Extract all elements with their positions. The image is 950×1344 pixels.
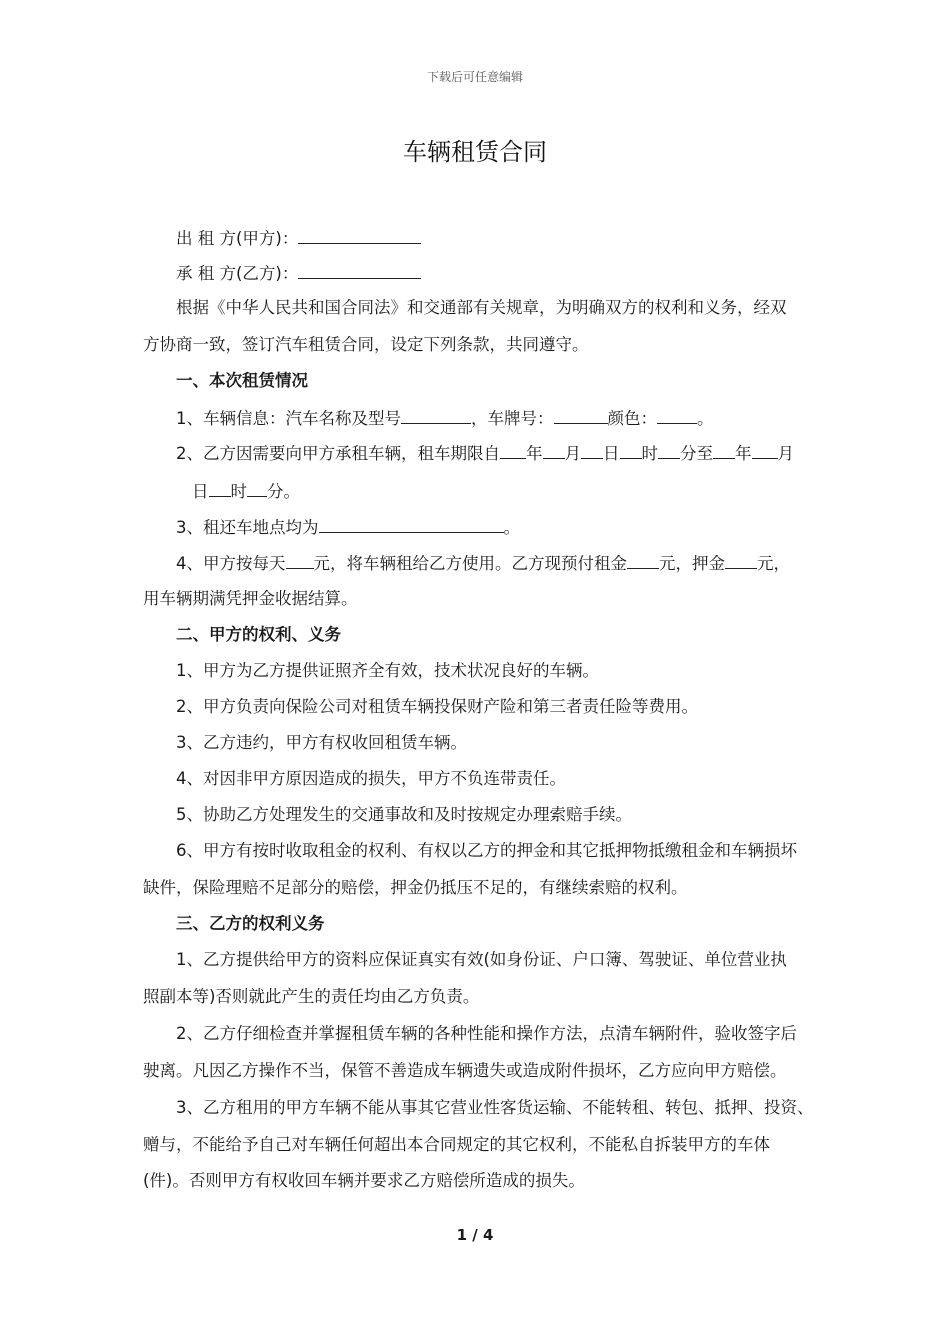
s3-item3-line2: 赠与，不能给予自己对车辆任何超出本合同规定的其它权利，不能私自拆装甲方的车体 bbox=[143, 1135, 770, 1154]
s1-item4-text-b: 元，将车辆租给乙方使用。乙方现预付租金 bbox=[313, 554, 627, 573]
month-label: 月 bbox=[564, 444, 581, 463]
s1-item1-text-d: 。 bbox=[697, 409, 714, 428]
s1-item1-text-a: 1、车辆信息：汽车名称及型号 bbox=[176, 409, 401, 428]
lessor-line bbox=[176, 226, 421, 250]
car-model-blank[interactable] bbox=[401, 406, 471, 424]
year2-label: 年 bbox=[735, 444, 752, 463]
section2-heading: 二、甲方的权利、义务 bbox=[176, 625, 341, 644]
s1-item2-cont bbox=[192, 479, 300, 503]
s3-item2-line1: 2、乙方仔细检查并掌握租赁车辆的各种性能和操作方法，点清车辆附件，验收签字后 bbox=[176, 1024, 797, 1043]
s1-item4-line2: 用车辆期满凭押金收据结算。 bbox=[143, 589, 358, 608]
minute-to-label: 分至 bbox=[680, 444, 713, 463]
plate-number-blank[interactable] bbox=[554, 406, 608, 424]
s2-item1: 1、甲方为乙方提供证照齐全有效，技术状况良好的车辆。 bbox=[176, 661, 599, 680]
start-hour-blank[interactable] bbox=[620, 441, 642, 459]
page-number: 1 / 4 bbox=[456, 1226, 494, 1244]
end-minute-blank[interactable] bbox=[247, 479, 267, 497]
s2-item5: 5、协助乙方处理发生的交通事故和及时按规定办理索赔手续。 bbox=[176, 805, 632, 824]
lessor-label: 出 租 方(甲方)： bbox=[176, 229, 299, 248]
lessor-blank[interactable] bbox=[298, 226, 421, 244]
s1-item3-end: 。 bbox=[503, 518, 520, 537]
s1-item3-text: 3、租还车地点均为 bbox=[176, 518, 319, 537]
s2-item2: 2、甲方负责向保险公司对租赁车辆投保财产险和第三者责任险等费用。 bbox=[176, 697, 698, 716]
hour2-label: 时 bbox=[230, 482, 247, 501]
document-title: 车辆租赁合同 bbox=[403, 138, 547, 166]
intro-line-2: 方协商一致，签订汽车租赁合同，设定下列条款，共同遵守。 bbox=[143, 335, 589, 354]
s1-item3 bbox=[176, 515, 520, 539]
s3-item1-line2: 照副本等)否则就此产生的责任均由乙方负责。 bbox=[143, 987, 480, 1006]
start-year-blank[interactable] bbox=[500, 441, 526, 459]
end-year-blank[interactable] bbox=[713, 441, 735, 459]
header-note: 下载后可任意编辑 bbox=[426, 70, 523, 84]
lessee-blank[interactable] bbox=[298, 261, 421, 279]
s1-item1 bbox=[176, 406, 714, 430]
s3-item2-line2: 驶离。凡因乙方操作不当，保管不善造成车辆遗失或造成附件损坏，乙方应向甲方赔偿。 bbox=[143, 1061, 787, 1080]
s1-item2 bbox=[176, 441, 794, 465]
start-day-blank[interactable] bbox=[581, 441, 603, 459]
deposit-blank[interactable] bbox=[725, 551, 757, 569]
lessee-line bbox=[176, 261, 421, 285]
s1-item1-text-b: ，车牌号： bbox=[471, 409, 554, 428]
lessee-label: 承 租 方(乙方)： bbox=[176, 264, 299, 283]
daily-rent-blank[interactable] bbox=[286, 551, 314, 569]
end-hour-blank[interactable] bbox=[209, 479, 231, 497]
s1-item4-text-a: 4、甲方按每天 bbox=[176, 554, 286, 573]
s3-item3-line3: (件)。否则甲方有权收回车辆并要求乙方赔偿所造成的损失。 bbox=[143, 1171, 585, 1190]
start-minute-blank[interactable] bbox=[658, 441, 680, 459]
minute2-label: 分。 bbox=[267, 482, 300, 501]
pickup-location-blank[interactable] bbox=[319, 515, 504, 533]
hour-label: 时 bbox=[641, 444, 658, 463]
start-month-blank[interactable] bbox=[543, 441, 565, 459]
intro-line-1: 根据《中华人民共和国合同法》和交通部有关规章，为明确双方的权利和义务，经双 bbox=[176, 298, 787, 317]
s2-item4: 4、对因非甲方原因造成的损失，甲方不负连带责任。 bbox=[176, 769, 566, 788]
day2-label: 日 bbox=[192, 482, 209, 501]
s2-item3: 3、乙方违约，甲方有权收回租赁车辆。 bbox=[176, 733, 467, 752]
s1-item4 bbox=[176, 551, 790, 575]
end-month-blank[interactable] bbox=[752, 441, 778, 459]
month2-label: 月 bbox=[777, 444, 794, 463]
section3-heading: 三、乙方的权利义务 bbox=[176, 914, 325, 933]
prepaid-rent-blank[interactable] bbox=[627, 551, 659, 569]
section1-heading: 一、本次租赁情况 bbox=[176, 371, 308, 390]
color-blank[interactable] bbox=[657, 406, 697, 424]
s1-item4-text-c: 元，押金 bbox=[659, 554, 725, 573]
day-label: 日 bbox=[603, 444, 620, 463]
s2-item6-line2: 缺件，保险理赔不足部分的赔偿，押金仍抵压不足的，有继续索赔的权利。 bbox=[143, 878, 688, 897]
s3-item1-line1: 1、乙方提供给甲方的资料应保证真实有效(如身份证、户口簿、驾驶证、单位营业执 bbox=[176, 950, 787, 969]
s3-item3-line1: 3、乙方租用的甲方车辆不能从事其它营业性客货运输、不能转租、转包、抵押、投资、 bbox=[176, 1098, 814, 1117]
s1-item4-text-d: 元， bbox=[757, 554, 790, 573]
s1-item1-text-c: 颜色： bbox=[607, 409, 657, 428]
year-label: 年 bbox=[526, 444, 543, 463]
s1-item2-text: 2、乙方因需要向甲方承租车辆，租车期限自 bbox=[176, 444, 500, 463]
s2-item6-line1: 6、甲方有按时收取租金的权利、有权以乙方的押金和其它抵押物抵缴租金和车辆损坏 bbox=[176, 841, 797, 860]
